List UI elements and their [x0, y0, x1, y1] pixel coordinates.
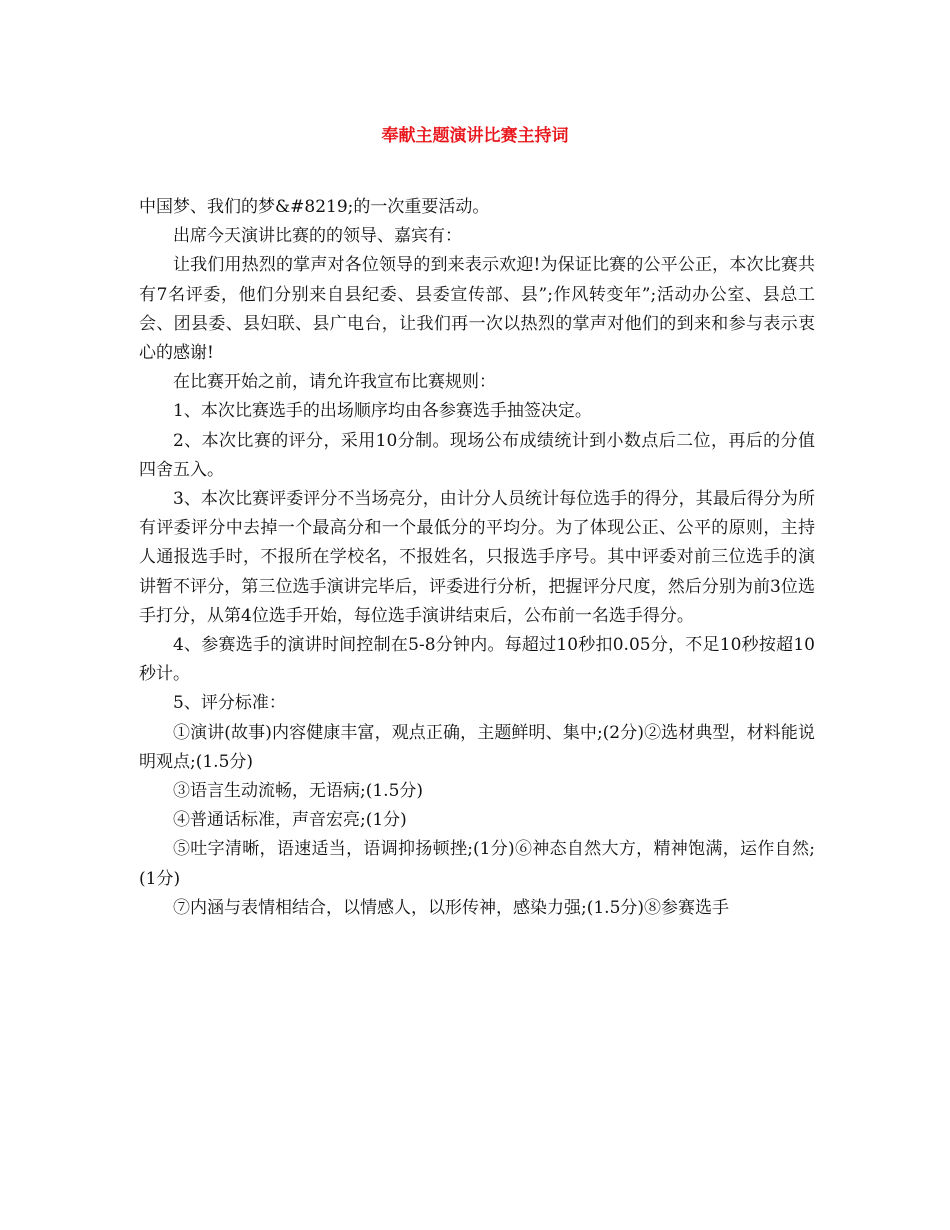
paragraph: ③语言生动流畅，无语病;(1.5分)	[173, 781, 424, 802]
paragraph: ⑤吐字清晰，语速适当，语调抑扬顿挫;(1分)⑥神态自然大方，精神饱满，运作自然;(1分)	[139, 839, 815, 889]
paragraph: 出席今天演讲比赛的的领导、嘉宾有：	[173, 226, 462, 247]
paragraph: 4、参赛选手的演讲时间控制在5-8分钟内。每超过10秒扣0.05分，不足10秒按超10秒计。	[139, 635, 815, 685]
paragraph: 3、本次比赛评委评分不当场亮分，由计分人员统计每位选手的得分，其最后得分为所有评委评分中去掉一个最高分和一个最低分的平均分。为了体现公正、公平的原则，主持人通报选手时，不报所在学校名，不报姓名，只报选手序号。其中评委对前三位选手的演讲暂不评分，第三位选手演讲完毕后，评委进行分析，把握评分尺度，然后分别为前3位选手打分，从第4位选手开始，每位选手演讲结束后，公布前一名选手得分。	[139, 489, 815, 626]
paragraph: 2、本次比赛的评分，采用10分制。现场公布成绩统计到小数点后二位，再后的分值四舍五入。	[139, 430, 815, 480]
paragraph: 让我们用热烈的掌声对各位领导的到来表示欢迎!为保证比赛的公平公正，本次比赛共有7名评委，他们分别来自县纪委、县委宣传部、县”;作风转变年”;活动办公室、县总工会、团县委、县妇联、县广电台，让我们再一次以热烈的掌声对他们的到来和参与表示衷心的感谢!	[139, 255, 815, 364]
paragraph: ⑦内涵与表情相结合，以情感人，以形传神，感染力强;(1.5分)⑧参赛选手	[173, 897, 730, 918]
paragraph: 5、评分标准：	[173, 693, 286, 714]
paragraph: 中国梦、我们的梦&#8219;的一次重要活动。	[139, 197, 490, 217]
paragraph: 在比赛开始之前，请允许我宣布比赛规则：	[173, 372, 496, 393]
paragraph: ①演讲(故事)内容健康丰富，观点正确，主题鲜明、集中;(2分)②选材典型，材料能说明观点;(1.5分)	[139, 722, 815, 772]
paragraph: 1、本次比赛选手的出场顺序均由各参赛选手抽签决定。	[173, 401, 592, 422]
document-title: 奉献主题演讲比赛主持词	[381, 126, 569, 146]
paragraph: ④普通话标准，声音宏亮;(1分)	[173, 810, 407, 831]
document-body	[139, 193, 815, 923]
